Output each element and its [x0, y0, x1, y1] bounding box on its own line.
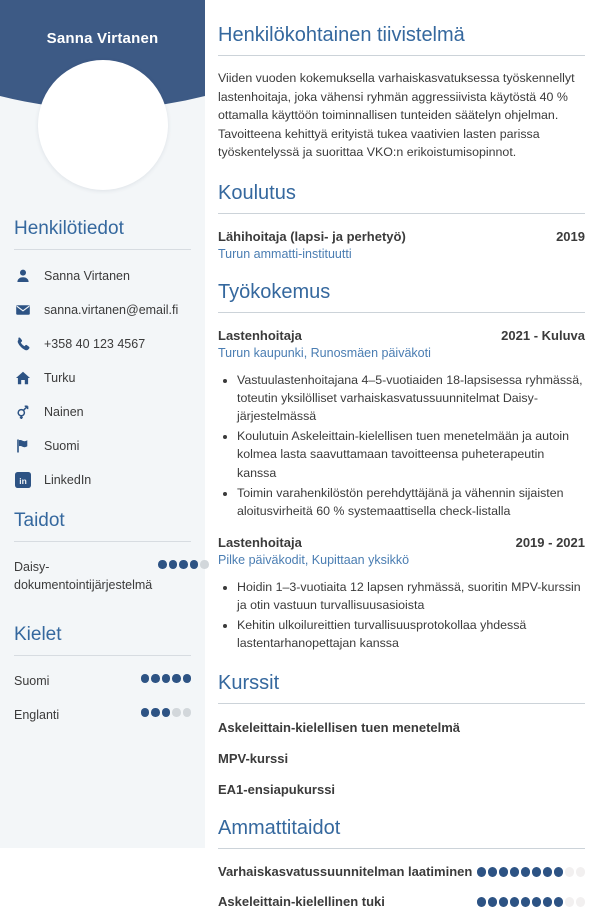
professional-skills-heading: Ammattitaidot: [218, 817, 341, 840]
contact-value: Suomi: [44, 438, 80, 453]
level-dot-filled: [532, 897, 542, 907]
person-icon: [14, 267, 31, 284]
language-name: Englanti: [14, 708, 60, 723]
job-date: 2019 - 2021: [515, 534, 585, 550]
summary-heading: Henkilökohtainen tiivistelmä: [218, 24, 465, 46]
divider: [218, 703, 585, 704]
job-bullet: • Toimin varahenkilöstön perehdyttäjänä ja vähennin sijaisten aloitusvirheitä 60 % systemaattisella check-listalla: [237, 484, 585, 520]
level-dot-filled: [554, 897, 564, 907]
flag-icon: [14, 437, 31, 454]
section-experience: [218, 281, 585, 652]
level-dot-filled: [169, 560, 178, 569]
level-dot-filled: [190, 560, 199, 569]
experience-entry-head: [218, 535, 585, 550]
skill-row: [14, 558, 191, 594]
language-row: [14, 706, 191, 724]
contact-value: sanna.virtanen@email.fi: [44, 302, 179, 317]
level-dot-empty: [172, 708, 181, 717]
level-dot-filled: [183, 674, 192, 683]
job-title: Lastenhoitaja: [218, 328, 302, 344]
degree-title: Lähihoitaja (lapsi- ja perhetyö): [218, 229, 406, 245]
level-dot-empty: [576, 867, 586, 877]
education-entry: [218, 229, 585, 261]
professional-skill-dots: [477, 867, 586, 877]
level-dot-filled: [543, 897, 553, 907]
professional-skill-name: Askeleittain-kielellinen tuki: [218, 894, 385, 909]
candidate-name: Sanna Virtanen: [46, 30, 159, 47]
employer-name: Turun kaupunki, Runosmäen päiväkoti: [218, 346, 431, 361]
level-dot-filled: [162, 674, 171, 683]
contact-value: Sanna Virtanen: [44, 268, 130, 283]
contact-row-nationality: [14, 437, 191, 454]
job-bullet: • Vastuulastenhoitajana 4–5-vuotiaiden 18-lapsisessa ryhmässä, toteutin yksilölliset varhaiskasvatussuunnitelmat Daisy-järjestelmässä: [237, 371, 585, 425]
level-dot-filled: [141, 674, 150, 683]
level-dot-filled: [151, 708, 160, 717]
level-dot-filled: [141, 708, 150, 717]
experience-entry: [218, 535, 585, 652]
skills-heading: Taidot: [14, 510, 65, 531]
contact-row-city: [14, 369, 191, 386]
level-dot-filled: [488, 867, 498, 877]
level-dot-empty: [183, 708, 192, 717]
level-dot-empty: [200, 560, 209, 569]
level-dot-filled: [477, 897, 487, 907]
level-dot-filled: [477, 867, 487, 877]
job-date: 2021 - Kuluva: [501, 328, 585, 344]
professional-skill-row: [218, 864, 585, 879]
skill-name: Daisy-dokumentointijärjestelmä: [14, 560, 153, 593]
level-dot-filled: [521, 867, 531, 877]
svg-text:in: in: [18, 475, 27, 486]
section-education: [218, 182, 585, 261]
contact-row-name: [14, 267, 191, 284]
level-dot-filled: [521, 897, 531, 907]
education-heading: Koulutus: [218, 182, 296, 205]
divider: [14, 541, 191, 542]
professional-skill-row: [218, 894, 585, 909]
level-dot-filled: [499, 897, 509, 907]
languages-heading: Kielet: [14, 624, 62, 646]
job-bullet: • Hoidin 1–3-vuotiaita 12 lapsen ryhmässä, suoritin MPV-kurssin ja otin vastuun turvallisuusasioista: [237, 578, 585, 614]
level-dot-empty: [565, 897, 575, 907]
language-level-dots: [141, 672, 192, 683]
level-dot-filled: [532, 867, 542, 877]
linkedin-icon: [14, 471, 31, 488]
professional-skill-dots: [477, 897, 586, 907]
level-dot-filled: [510, 897, 520, 907]
personal-details-heading: Henkilötiedot: [14, 218, 124, 239]
contact-value: LinkedIn: [44, 472, 92, 487]
divider: [14, 249, 191, 250]
level-dot-filled: [543, 867, 553, 877]
job-title: Lastenhoitaja: [218, 534, 302, 550]
contact-value: Nainen: [44, 404, 84, 419]
contact-row-email: [14, 301, 191, 318]
sidebar: [0, 0, 205, 848]
language-level-dots: [141, 706, 192, 717]
contact-row-phone: [14, 335, 191, 352]
level-dot-filled: [162, 708, 171, 717]
level-dot-filled: [488, 897, 498, 907]
job-bullet-list: [237, 578, 585, 652]
divider: [218, 55, 585, 56]
home-icon: [14, 369, 31, 386]
professional-skill-name: Varhaiskasvatussuunnitelman laatiminen: [218, 864, 473, 880]
level-dot-filled: [499, 867, 509, 877]
education-date: 2019: [556, 229, 585, 245]
education-entry-head: [218, 229, 585, 244]
course-item: EA1-ensiapukurssi: [218, 782, 336, 798]
job-bullet-list: [237, 371, 585, 520]
divider: [14, 655, 191, 656]
job-bullet: • Kehitin ulkoilureittien turvallisuusprotokollaa yhdessä lastentarhanopettajan kanssa: [237, 616, 585, 652]
sidebar-body: [0, 218, 205, 725]
level-dot-filled: [179, 560, 188, 569]
contact-list: [14, 267, 191, 488]
gender-icon: [14, 403, 31, 420]
level-dot-filled: [172, 674, 181, 683]
contact-value: +358 40 123 4567: [44, 336, 146, 351]
level-dot-empty: [565, 867, 575, 877]
contact-value: Turku: [44, 370, 76, 385]
level-dot-filled: [158, 560, 167, 569]
employer-name: Pilke päiväkodit, Kupittaan yksikkö: [218, 552, 410, 567]
section-summary: [218, 24, 585, 162]
sidebar-header: [0, 0, 205, 196]
level-dot-empty: [576, 897, 586, 907]
main-column: [205, 0, 600, 909]
level-dot-filled: [554, 867, 564, 877]
skill-level-dots: [158, 558, 209, 569]
language-row: [14, 672, 191, 690]
email-icon: [14, 301, 31, 318]
language-name: Suomi: [14, 674, 50, 689]
job-bullet: • Koulutuin Askeleittain-kielellisen tuen menetelmään ja autoin kolmea lasta saavuttamaan tavoitteensa puheterapeutin kanssa: [237, 427, 585, 481]
school-name: Turun ammatti-instituutti: [218, 247, 352, 262]
divider: [218, 213, 585, 214]
phone-icon: [14, 335, 31, 352]
section-courses: [218, 672, 585, 797]
course-item: MPV-kurssi: [218, 751, 289, 767]
contact-row-gender: [14, 403, 191, 420]
divider: [218, 848, 585, 849]
contact-row-linkedin: [14, 471, 191, 488]
experience-entry: [218, 328, 585, 520]
summary-text: Viiden vuoden kokemuksella varhaiskasvatuksessa työskennellyt lastenhoitaja, joka vähensi ryhmän aggressiivista käytöstä 40 % ottamalla käyttöön toiminnallisen tunteiden säätelyn ohjelman. Tavoitteena kehittyä erityistä tukea vaativien lasten parissa työskentelyssä ja suorittaa VKO:n erikoistumisopinnot.: [218, 71, 575, 160]
section-professional-skills: [218, 817, 585, 909]
profile-photo-placeholder: [38, 60, 168, 190]
experience-entry-head: [218, 328, 585, 343]
level-dot-filled: [510, 867, 520, 877]
course-item: Askeleittain-kielellisen tuen menetelmä: [218, 720, 461, 736]
divider: [218, 312, 585, 313]
experience-heading: Työkokemus: [218, 281, 331, 304]
courses-heading: Kurssit: [218, 672, 280, 695]
level-dot-filled: [151, 674, 160, 683]
